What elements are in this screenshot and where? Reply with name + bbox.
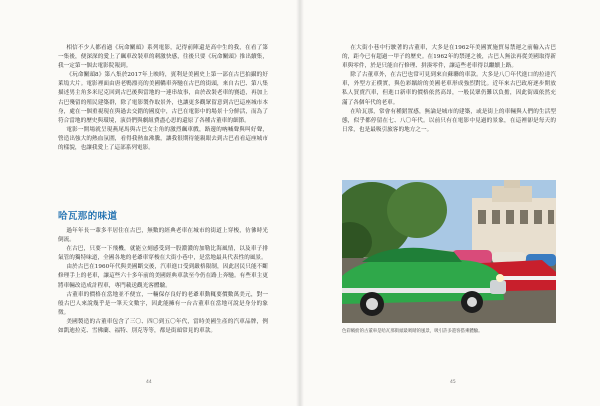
page-number-left: 44 bbox=[146, 380, 152, 385]
right-paragraph-3: 在哈瓦那，常會有種錯置感，無論是城市的建築，或是街上的車輛與人們的生活型態，似乎都停留在七、八〇年代。以前只有在電影中見過的景象，在這裡卻是每天的日常，也是最吸引旅客的地方之一。 bbox=[342, 108, 556, 133]
page-number-right: 45 bbox=[450, 380, 456, 385]
right-paragraph-1: 在大街小巷中行駛著的古董車，大多是在1962年美國實施貿易禁運之前輸入古巴的，距今已有超過一甲子的歷史。在1962年的禁運之後，古巴人無法再從美國取得新車與零件，於是只能自行修理、拼湊零件，讓這些老車得以繼續上路。 bbox=[342, 45, 556, 70]
left-paragraph-7: 古董車的價格在當地並不便宜，一輛保存良好的老爺車動輒要價數萬美元，對一般古巴人來說幾乎是一筆天文數字，因此能擁有一台古董車在當地可說是身分的象徵。 bbox=[58, 291, 268, 316]
classic-cars-illustration bbox=[342, 180, 556, 323]
right-body-text bbox=[342, 44, 556, 135]
left-paragraph-1: 相信不少人都看過《玩命關頭》系列電影，記得前陣還是高中生的我，在看了第一集後，便深深的愛上了飆車改裝車的刺激快感，往後只要《玩命關頭》推出續集，我一定第一個去電影院報到。 bbox=[58, 45, 268, 70]
section-heading: 哈瓦那的味道 bbox=[58, 211, 118, 222]
left-paragraph-6: 由於古巴在1960年代與美國斷交後，汽車進口受到嚴格限制，因此居民只能不斷修理手上的老車，讓這些六十多年前的美國經典車款至今仍在路上奔馳。有些車主更將車輛改造成計程車，專門載送觀光客體驗。 bbox=[58, 264, 268, 289]
left-paragraph-8: 美國製造的古董車包含了三〇、四〇到五〇年代，當時美國生產的汽車品牌，例如凱迪拉克、雪佛蘭、福特、別克等等，都是街頭常見的車款。 bbox=[58, 318, 268, 335]
left-paragraph-3: 電影一開場就呈現燕尾馬與古巴女主角的激烈飆車戲，路邊的吶喊聲與叫好聲，營造出強大的熱血氛圍，看得我熱血沸騰，讓我很期待能親眼去到古巴看看這座城市的樣貌，也讓我愛上了這部系列電影。 bbox=[58, 126, 268, 152]
photo-caption: 色彩繽紛的古董車是哈瓦那街頭最吸睛的風景，吸引許多遊客搭乘體驗。 bbox=[342, 329, 483, 334]
right-paragraph-2: 除了古董車外，在古巴也常可見到來自蘇聯的車款。大多是八〇年代進口的拉達汽車，外型方正樸實，與色彩繽紛的美國老車形成強烈對比。近年來古巴政府逐步開放私人買賣汽車，但進口新車的價格依然高昂，一般民眾仍難以負擔，因此街頭依然充滿了各個年代的老車。 bbox=[342, 72, 556, 106]
left-paragraph-2: 《玩命關頭8》第八集於2017年上映時，賓利是美國史上第一部在古巴拍攝的好萊塢大片。電影裡面由唐老鴨漂亮的美國轎車奔馳在古巴的街頭，來自古巴、第八集描述男主角多米尼克回到古巴後與當地的一連串故事，由於改裝老車的賽道，再加上古巴殘留的殖民建築群，除了電影製作取景外，也讓更多觀眾留意到古巴這座城市本身，處在一個重視現在與過去交錯的國度中，古巴在電影中的場景十分鮮活，而為了符合當地的歷史與環境，演員們與劇組費盡心思的還原了各種古董車的細節。 bbox=[58, 72, 268, 124]
left-paragraph-4: 過年年長一輩多半居住在古巴，無數的經典老車在城市的街道上穿梭，彷彿時光倒流。 bbox=[58, 228, 268, 244]
left-intro-text bbox=[58, 44, 268, 153]
left-paragraph-5: 在古巴，只要一下飛機，就能立刻感受到一股濃濃的加勒比海風情，以及車子排氣管的獨特味道，全國各地的老爺車穿梭在大街小巷中，是當地最具代表性的風景。 bbox=[58, 246, 268, 262]
classic-cars-photo bbox=[342, 180, 556, 323]
left-body-text bbox=[58, 227, 268, 336]
right-page bbox=[300, 0, 600, 406]
